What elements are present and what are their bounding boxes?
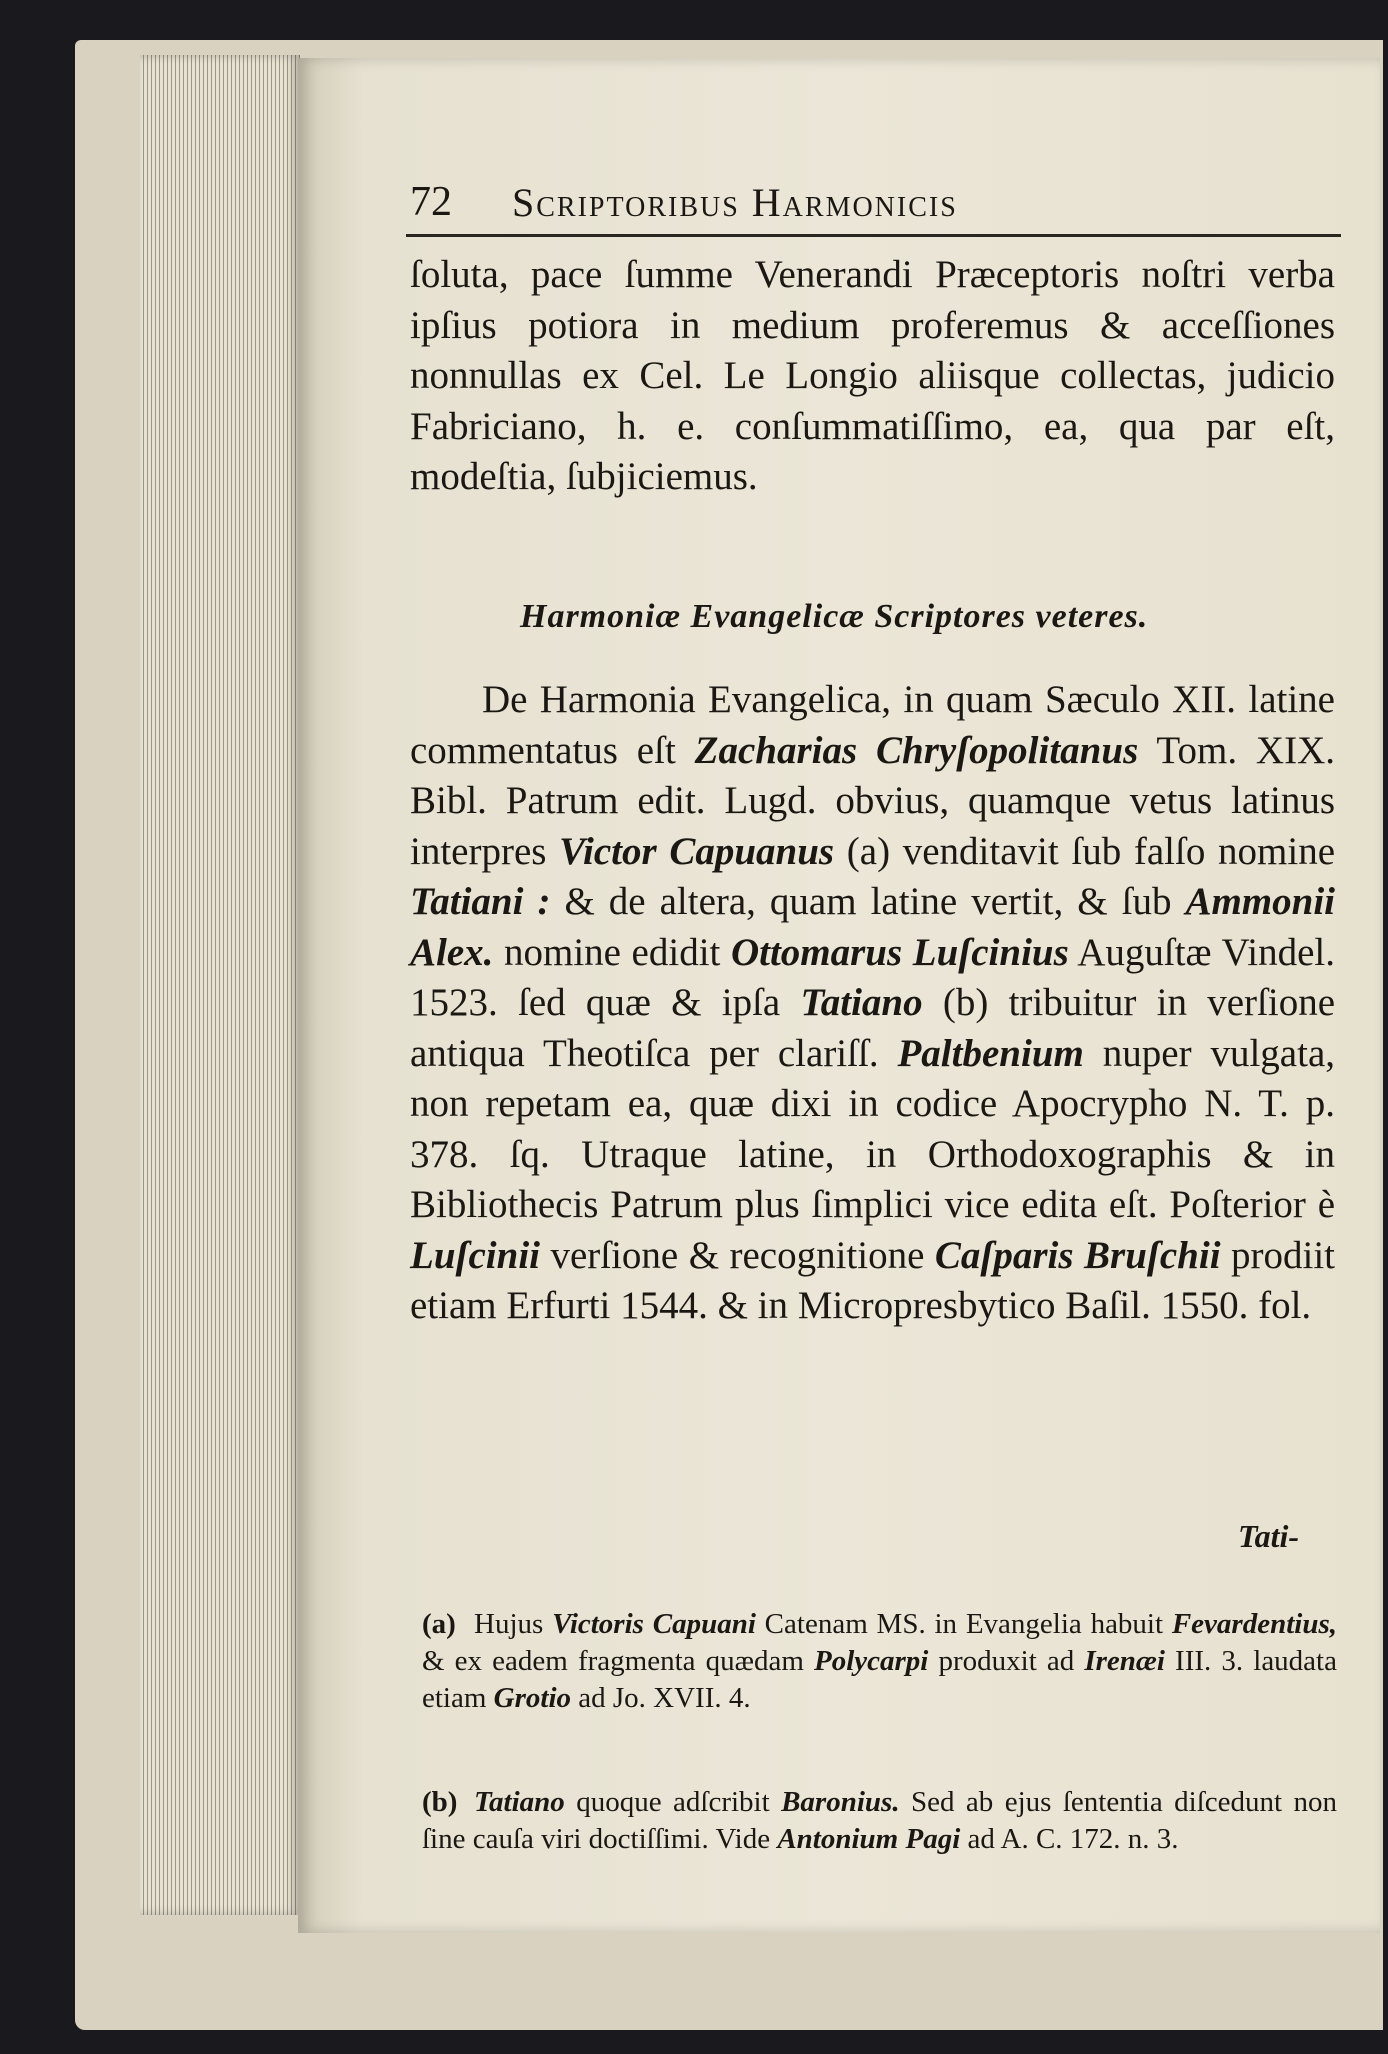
- page-stack-edge: [140, 55, 300, 1915]
- header-rule: [406, 234, 1341, 237]
- italic-name: Luſcinii: [410, 1233, 541, 1277]
- italic-name: Victor Capuanus: [559, 829, 835, 873]
- italic-name: Caſparis Bruſchii: [934, 1233, 1221, 1277]
- italic-name: Tatiano: [800, 981, 923, 1024]
- running-head-title: Scriptoribus Harmonicis: [512, 180, 958, 225]
- paragraph-2: [410, 675, 1335, 1332]
- italic-name: Ottomarus Luſcinius: [730, 930, 1069, 974]
- italic-name: Antonium Pagi: [777, 1823, 961, 1855]
- text-run: Vide: [715, 1823, 778, 1855]
- text-run: verſione & recognitione: [540, 1233, 935, 1277]
- italic-name: Zacharias Chryſopolitanus: [694, 728, 1139, 772]
- text-run: & de altera, quam latine vertit, & ſub: [550, 880, 1186, 923]
- text-run: & ex eadem fragmenta quædam: [422, 1645, 814, 1677]
- text-run: ad Jo. XVII. 4.: [571, 1682, 751, 1714]
- italic-name: Tatiani :: [410, 880, 551, 923]
- text-run: Auguſtæ Vindel. 1523. ſed quæ & ipſa: [410, 930, 1335, 1024]
- italic-name: Grotio: [493, 1682, 572, 1714]
- italic-name: Fevardentius,: [1171, 1608, 1337, 1640]
- text-run: ad A. C. 172. n. 3.: [960, 1823, 1179, 1855]
- italic-name: Victoris Capuani: [552, 1608, 756, 1640]
- text-run: Catenam MS. in Evangelia habuit: [755, 1608, 1172, 1640]
- italic-name: Polycarpi: [814, 1645, 929, 1677]
- text-run: De Harmonia Evangelica, in quam Sæculo XII. latine commentatus eſt: [410, 678, 1335, 772]
- book-page: [298, 58, 1380, 1933]
- text-run: Tom. XIX. Bibl. Patrum edit. Lugd. obvius, quamque vetus latinus interpres: [410, 728, 1335, 873]
- footnote-mark: (a): [422, 1608, 456, 1640]
- paragraph-2-text: [410, 675, 1335, 1332]
- text-run: III. 3. laudata etiam: [422, 1645, 1337, 1714]
- italic-name: Tatiano: [474, 1786, 565, 1818]
- text-run: Sed ab ejus ſententia diſcedunt non ſine cauſa viri doctiſſimi.: [422, 1786, 1337, 1855]
- text-run: Hujus: [474, 1608, 553, 1640]
- italic-name: Irenæi: [1084, 1645, 1165, 1677]
- italic-name: Baronius.: [781, 1786, 900, 1818]
- footnote-a: [422, 1606, 1337, 1717]
- text-run: (a) venditavit ſub falſo nomine: [834, 829, 1336, 873]
- text-run: nomine edidit: [493, 930, 731, 974]
- text-run: produxit ad: [928, 1645, 1085, 1677]
- footnote-b: [422, 1784, 1337, 1858]
- page-number: 72: [410, 179, 452, 225]
- paragraph-1: [410, 250, 1335, 503]
- section-heading: Harmoniæ Evangelicæ Scriptores veteres.: [520, 598, 1149, 635]
- italic-name: Paltbenium: [897, 1031, 1084, 1075]
- text-run: prodiit etiam Erfurti 1544. & in Micropresbytico Baſil. 1550. fol.: [410, 1233, 1335, 1327]
- italic-name: Ammonii Alex.: [410, 880, 1335, 974]
- catchword: Tati-: [1238, 1518, 1300, 1554]
- running-head: [410, 156, 1330, 226]
- text-run: (b) tribuitur in verſione antiqua Theotiſca per clariſſ.: [410, 981, 1335, 1075]
- footnote-mark: (b): [422, 1786, 458, 1818]
- text-run: nuper vulgata, non repetam ea, quæ dixi in codice Apocrypho N. T. p. 378. ſq. Utraque latine, in Orthodoxographis & in Bibliothecis Patrum plus ſimplici vice edita eſt. Poſterior è: [410, 1031, 1335, 1226]
- paragraph-1-text: ſoluta, pace ſumme Venerandi Præceptoris noſtri verba ipſius potiora in medium proferemus & acceſſiones nonnullas ex Cel. Le Longio aliisque collectas, judicio Fabriciano, h. e. conſummatiſſimo, ea, qua par eſt, modeſtia, ſubjiciemus.: [410, 253, 1335, 498]
- text-run: quoque adſcribit: [564, 1786, 782, 1818]
